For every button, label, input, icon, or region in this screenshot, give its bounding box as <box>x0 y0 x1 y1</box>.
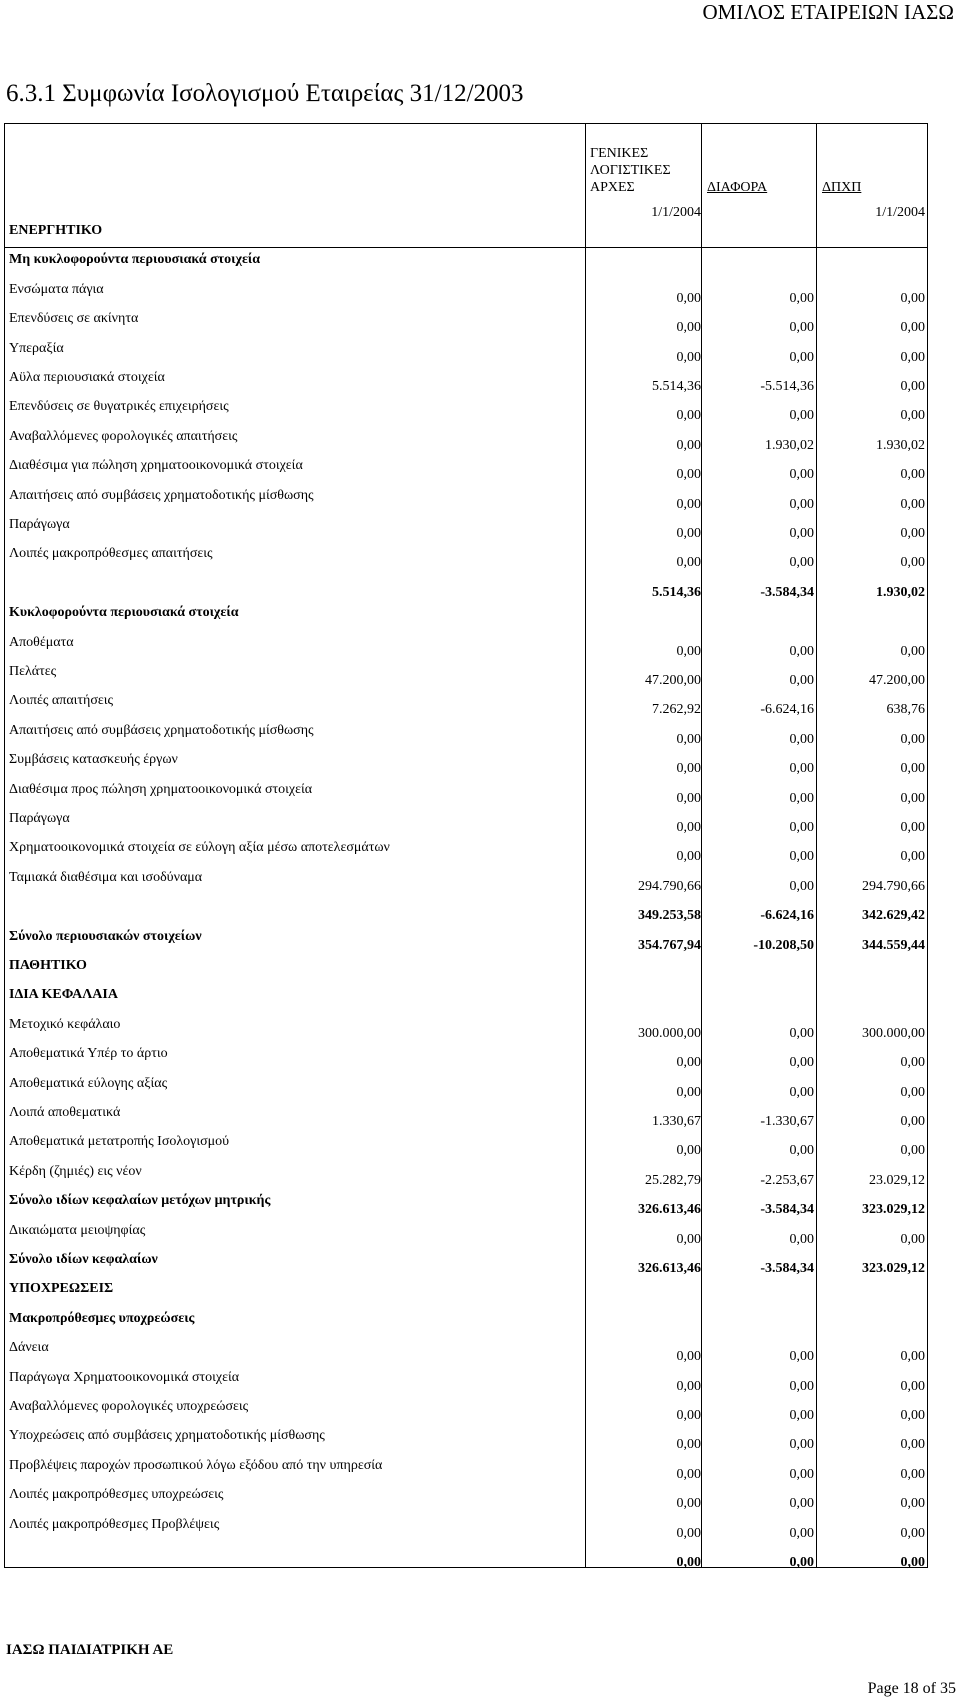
diff-value: 0,00 <box>789 1408 814 1423</box>
gaap-value: 0,00 <box>676 1408 701 1423</box>
ifrs-value: 323.029,12 <box>862 1202 925 1218</box>
table-row <box>5 1368 927 1397</box>
row-label: Απαιτήσεις από συμβάσεις χρηματοδοτικής μίσθωσης <box>9 487 314 503</box>
ifrs-value: 0,00 <box>900 526 925 541</box>
row-label: Δικαιώματα μειοψηφίας <box>9 1222 146 1238</box>
row-label: Αϋλα περιουσιακά στοιχεία <box>9 370 165 385</box>
row-label: Χρηματοοικονομικά στοιχεία σε εύλογη αξία μέσω αποτελεσμάτων <box>9 840 390 856</box>
row-label: Διαθέσιμα προς πώληση χρηματοοικονομικά στοιχεία <box>9 781 313 797</box>
table-row <box>5 427 927 456</box>
row-label: Σύνολο ιδίων κεφαλαίων <box>9 1252 158 1267</box>
table-row <box>5 868 927 897</box>
table-row <box>5 985 927 1014</box>
row-label: Λοιπές μακροπρόθεσμες Προβλέψεις <box>9 1516 220 1532</box>
ifrs-value: 1.930,02 <box>876 437 925 453</box>
table-row <box>5 1191 927 1220</box>
table-row <box>5 515 927 544</box>
row-label: Προβλέψεις παροχών προσωπικού λόγω εξόδου από την υπηρεσία <box>9 1457 383 1473</box>
table-row <box>5 1250 927 1279</box>
row-label: Υποχρεώσεις από συμβάσεις χρηματοδοτικής μίσθωσης <box>9 1428 325 1444</box>
row-label: Μη κυκλοφορούντα περιουσιακά στοιχεία <box>9 252 261 268</box>
ifrs-value: 0,00 <box>900 1496 925 1512</box>
diff-value: 0,00 <box>789 1231 814 1247</box>
gaap-value: 294.790,66 <box>638 878 701 894</box>
row-label: Ενσώματα πάγια <box>9 281 104 297</box>
diff-value: 0,00 <box>789 320 814 336</box>
diff-value: 0,00 <box>789 290 814 306</box>
gaap-value: 0,00 <box>676 1349 701 1365</box>
gaap-value: 0,00 <box>676 1231 701 1247</box>
group-header: ΟΜΙΛΟΣ ΕΤΑΙΡΕΙΩΝ ΙΑΣΩ <box>702 0 954 24</box>
diff-value: -2.253,67 <box>760 1172 814 1188</box>
diff-value: 0,00 <box>789 1084 814 1100</box>
row-label: Επενδύσεις σε ακίνητα <box>9 311 139 327</box>
row-label: Λοιπές μακροπρόθεσμες απαιτήσεις <box>9 546 213 562</box>
row-label: Πελάτες <box>9 664 57 679</box>
diff-value: 0,00 <box>789 761 814 777</box>
diff-value: 0,00 <box>789 878 814 894</box>
row-label: Δάνεια <box>9 1340 49 1356</box>
diff-value: 0,00 <box>789 349 814 365</box>
diff-value: 0,00 <box>789 790 814 806</box>
table-row <box>5 250 927 279</box>
ifrs-value: 0,00 <box>900 761 925 777</box>
row-label: Λοιπές μακροπρόθεσμες υποχρεώσεις <box>9 1487 224 1503</box>
diff-value: 0,00 <box>789 408 814 424</box>
table-row <box>5 1132 927 1161</box>
diff-value: -10.208,50 <box>753 937 814 953</box>
table-row <box>5 1221 927 1250</box>
ifrs-value: 0,00 <box>900 820 925 835</box>
table-row <box>5 1397 927 1426</box>
row-label: ΕΝΕΡΓΗΤΙΚΟ <box>9 223 103 238</box>
gaap-value: 0,00 <box>676 408 701 424</box>
gaap-value: 0,00 <box>676 1437 701 1453</box>
gaap-value: 300.000,00 <box>638 1025 701 1041</box>
row-label: Αποθεματικά Υπέρ το άρτιο <box>9 1046 168 1062</box>
table-row <box>5 339 927 368</box>
ifrs-value: 0,00 <box>900 1555 925 1570</box>
table-row <box>5 1309 927 1338</box>
diff-value: 0,00 <box>789 467 814 483</box>
ifrs-value: 0,00 <box>900 408 925 424</box>
ifrs-value: 1.930,02 <box>876 584 925 600</box>
row-label: Υπεραξία <box>9 340 64 356</box>
diff-value: 0,00 <box>789 731 814 747</box>
diff-value: 0,00 <box>789 820 814 835</box>
table-row <box>5 838 927 867</box>
row-label: Παράγωγα <box>9 517 70 532</box>
row-label: Κυκλοφορούντα περιουσιακά στοιχεία <box>9 605 239 621</box>
row-label: Λοιπές απαιτήσεις <box>9 693 114 709</box>
ifrs-value: 23.029,12 <box>869 1172 925 1188</box>
table-row <box>5 1456 927 1485</box>
ifrs-value: 323.029,12 <box>862 1261 925 1276</box>
gaap-value: 0,00 <box>676 1496 701 1512</box>
gaap-value: 0,00 <box>676 290 701 306</box>
ifrs-value: 0,00 <box>900 731 925 747</box>
diff-value: 1.930,02 <box>765 437 814 453</box>
diff-value: 0,00 <box>789 1525 814 1541</box>
diff-value: 0,00 <box>789 643 814 659</box>
ifrs-value: 638,76 <box>886 702 925 718</box>
row-label: Ταμιακά διαθέσιμα και ισοδύναμα <box>9 869 203 885</box>
ifrs-value: 0,00 <box>900 1349 925 1365</box>
diff-value: 0,00 <box>789 1378 814 1394</box>
gaap-value: 0,00 <box>676 1555 701 1570</box>
row-label: ΥΠΟΧΡΕΩΣΕΙΣ <box>9 1281 114 1297</box>
page-title: 6.3.1 Συμφωνία Ισολογισμού Εταιρείας 31/12/2003 <box>6 80 524 107</box>
diff-value: 0,00 <box>789 526 814 541</box>
gaap-value: 326.613,46 <box>638 1202 701 1218</box>
table-row <box>5 1103 927 1132</box>
table-row <box>5 1515 927 1544</box>
ifrs-value: 0,00 <box>900 1378 925 1394</box>
table-row <box>5 603 927 632</box>
table-row <box>5 721 927 750</box>
table-row <box>5 927 927 956</box>
table-row <box>5 750 927 779</box>
table-row <box>5 368 927 397</box>
gaap-value: 0,00 <box>676 1378 701 1394</box>
gaap-value: 0,00 <box>676 1143 701 1159</box>
row-label: Αποθεματικά μετατροπής Ισολογισμού <box>9 1134 230 1150</box>
ifrs-value: 0,00 <box>900 555 925 571</box>
balance-sheet-table <box>4 123 928 1568</box>
table-row <box>5 280 927 309</box>
ifrs-value: 0,00 <box>900 849 925 865</box>
diff-value: -1.330,67 <box>760 1114 814 1129</box>
gaap-value: 47.200,00 <box>645 673 701 688</box>
diff-value: -5.514,36 <box>760 379 814 394</box>
row-label: Κέρδη (ζημιές) εις νέον <box>9 1163 142 1179</box>
row-label: Επενδύσεις σε θυγατρικές επιχειρήσεις <box>9 399 229 415</box>
table-row <box>5 1044 927 1073</box>
gaap-value: 0,00 <box>676 437 701 453</box>
date-left: 1/1/2004 <box>651 205 701 220</box>
gaap-value: 0,00 <box>676 1466 701 1482</box>
gaap-header-line3: ΑΡΧΕΣ <box>590 180 635 195</box>
ifrs-value: 47.200,00 <box>869 673 925 688</box>
gaap-value: 354.767,94 <box>638 937 701 953</box>
ifrs-header: ΔΠΧΠ <box>822 180 862 195</box>
ifrs-value: 0,00 <box>900 379 925 394</box>
row-label: ΠΑΘΗΤΙΚΟ <box>9 958 87 973</box>
diff-header: ΔΙΑΦΟΡΑ <box>707 180 768 195</box>
diff-value: 0,00 <box>789 1349 814 1365</box>
gaap-value: 0,00 <box>676 1525 701 1541</box>
gaap-value: 0,00 <box>676 467 701 483</box>
diff-value: -3.584,34 <box>760 1202 814 1218</box>
row-label: Απαιτήσεις από συμβάσεις χρηματοδοτικής μίσθωσης <box>9 722 314 738</box>
ifrs-value: 0,00 <box>900 1084 925 1100</box>
row-label: Μετοχικό κεφάλαιο <box>9 1016 121 1032</box>
table-row <box>5 486 927 515</box>
gaap-value: 5.514,36 <box>652 379 701 394</box>
diff-value: 0,00 <box>789 1496 814 1512</box>
gaap-value: 25.282,79 <box>645 1172 701 1188</box>
row-label: Συμβάσεις κατασκευής έργων <box>9 752 178 768</box>
diff-value: 0,00 <box>789 555 814 571</box>
ifrs-value: 0,00 <box>900 1466 925 1482</box>
gaap-value: 0,00 <box>676 320 701 336</box>
diff-value: 0,00 <box>789 1025 814 1041</box>
ifrs-value: 0,00 <box>900 1114 925 1129</box>
row-label: Διαθέσιμα για πώληση χρηματοοικονομικά στοιχεία <box>9 458 303 474</box>
ifrs-value: 0,00 <box>900 467 925 483</box>
gaap-header-line2: ΛΟΓΙΣΤΙΚΕΣ <box>590 163 671 178</box>
footer-company: ΙΑΣΩ ΠΑΙΔΙΑΤΡΙΚΗ ΑΕ <box>6 1642 174 1658</box>
diff-value: -6.624,16 <box>760 908 814 924</box>
ifrs-value: 0,00 <box>900 643 925 659</box>
row-label: Αναβαλλόμενες φορολογικές υποχρεώσεις <box>9 1399 249 1414</box>
gaap-value: 0,00 <box>676 820 701 835</box>
diff-value: 0,00 <box>789 1143 814 1159</box>
row-label: ΙΔΙΑ ΚΕΦΑΛΑΙΑ <box>9 987 118 1003</box>
table-row <box>5 1279 927 1308</box>
ifrs-value: 0,00 <box>900 1231 925 1247</box>
gaap-value: 7.262,92 <box>652 702 701 718</box>
table-row <box>5 544 927 573</box>
table-row <box>5 809 927 838</box>
table-row <box>5 897 927 926</box>
row-label: Παράγωγα <box>9 811 70 826</box>
gaap-value: 349.253,58 <box>638 908 701 924</box>
ifrs-value: 0,00 <box>900 790 925 806</box>
gaap-value: 1.330,67 <box>652 1114 701 1129</box>
ifrs-value: 0,00 <box>900 290 925 306</box>
page-number: Page 18 of 35 <box>867 1680 956 1697</box>
gaap-value: 0,00 <box>676 1055 701 1071</box>
diff-value: 0,00 <box>789 849 814 865</box>
table-row <box>5 309 927 338</box>
diff-value: 0,00 <box>789 496 814 512</box>
row-label: Σύνολο ιδίων κεφαλαίων μετόχων μητρικής <box>9 1193 271 1209</box>
table-row <box>5 1426 927 1455</box>
table-row <box>5 397 927 426</box>
ifrs-value: 0,00 <box>900 496 925 512</box>
table-row <box>5 1485 927 1514</box>
gaap-value: 0,00 <box>676 555 701 571</box>
table-row <box>5 662 927 691</box>
gaap-value: 0,00 <box>676 349 701 365</box>
diff-value: 0,00 <box>789 1555 814 1570</box>
ifrs-value: 0,00 <box>900 1143 925 1159</box>
row-label: Σύνολο περιουσιακών στοιχείων <box>9 928 202 944</box>
ifrs-value: 0,00 <box>900 1525 925 1541</box>
table-row <box>5 780 927 809</box>
row-label: Μακροπρόθεσμες υποχρεώσεις <box>9 1310 195 1326</box>
row-label: Αναβαλλόμενες φορολογικές απαιτήσεις <box>9 428 238 444</box>
diff-value: 0,00 <box>789 1437 814 1453</box>
diff-value: 0,00 <box>789 673 814 688</box>
gaap-value: 0,00 <box>676 731 701 747</box>
table-row <box>5 691 927 720</box>
ifrs-value: 0,00 <box>900 1408 925 1423</box>
table-row <box>5 574 927 603</box>
date-right: 1/1/2004 <box>875 205 925 220</box>
ifrs-value: 0,00 <box>900 1437 925 1453</box>
ifrs-value: 0,00 <box>900 349 925 365</box>
ifrs-value: 0,00 <box>900 1055 925 1071</box>
gaap-value: 0,00 <box>676 761 701 777</box>
gaap-value: 0,00 <box>676 790 701 806</box>
row-label: Λοιπά αποθεματικά <box>9 1105 121 1120</box>
ifrs-value: 342.629,42 <box>862 908 925 924</box>
gaap-header-line1: ΓΕΝΙΚΕΣ <box>590 146 649 161</box>
table-row <box>5 1544 927 1573</box>
ifrs-value: 0,00 <box>900 320 925 336</box>
ifrs-value: 344.559,44 <box>862 937 925 953</box>
gaap-value: 0,00 <box>676 849 701 865</box>
diff-value: -3.584,34 <box>760 584 814 600</box>
gaap-value: 0,00 <box>676 526 701 541</box>
diff-value: 0,00 <box>789 1055 814 1071</box>
table-row <box>5 956 927 985</box>
table-row <box>5 1162 927 1191</box>
table-row <box>5 456 927 485</box>
diff-value: 0,00 <box>789 1466 814 1482</box>
gaap-value: 326.613,46 <box>638 1261 701 1276</box>
ifrs-value: 294.790,66 <box>862 878 925 894</box>
diff-value: -6.624,16 <box>760 702 814 718</box>
gaap-value: 0,00 <box>676 643 701 659</box>
row-label: Αποθέματα <box>9 634 74 650</box>
table-row <box>5 633 927 662</box>
ifrs-value: 300.000,00 <box>862 1025 925 1041</box>
row-label: Αποθεματικά εύλογης αξίας <box>9 1075 168 1091</box>
table-row <box>5 1338 927 1367</box>
table-row <box>5 221 927 250</box>
gaap-value: 0,00 <box>676 496 701 512</box>
diff-value: -3.584,34 <box>760 1261 814 1276</box>
row-label: Παράγωγα Χρηματοοικονομικά στοιχεία <box>9 1369 240 1385</box>
gaap-value: 0,00 <box>676 1084 701 1100</box>
table-row <box>5 1074 927 1103</box>
table-row <box>5 1015 927 1044</box>
gaap-value: 5.514,36 <box>652 584 701 600</box>
